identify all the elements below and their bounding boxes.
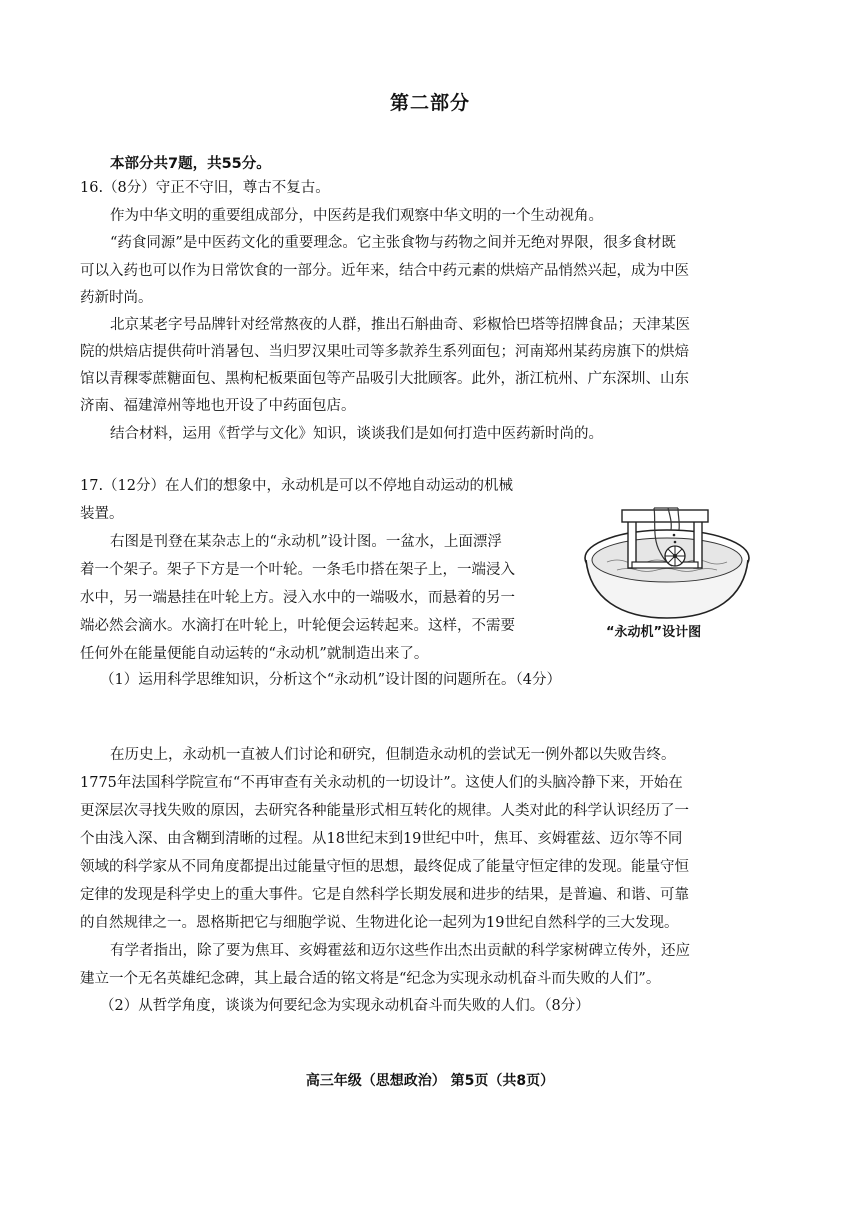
q17-para: 在历史上，永动机一直被人们讨论和研究，但制造永动机的尝试无一例外都以失败告终。 [110,747,676,763]
q17-subquestion-2: （2）从哲学角度，谈谈为何要纪念为实现永动机奋斗而失败的人们。（8分） [100,998,590,1014]
section-intro: 本部分共7题，共55分。 [110,156,271,172]
q16-stem: 16.（8分）守正不守旧，尊古不复古。 [80,180,330,196]
q17-para: 水中，另一端悬挂在叶轮上方。浸入水中的一端吸水，而悬着的另一 [80,590,515,606]
q16-para: 作为中华文明的重要组成部分，中医药是我们观察中华文明的一个生动视角。 [110,208,603,224]
q17-stem: 17.（12分）在人们的想象中，永动机是可以不停地自动运动的机械 [80,478,514,494]
q17-para: 建立一个无名英雄纪念碑，其上最合适的铭文将是“纪念为实现永动机奋斗而失败的人们”。 [80,971,661,987]
q17-para: 有学者指出，除了要为焦耳、亥姆霍兹和迈尔这些作出杰出贡献的科学家树碑立传外，还应 [110,943,690,959]
q16-para: 馆以青稞零蔗糖面包、黑枸杞板栗面包等产品吸引大批顾客。此外，浙江杭州、广东深圳、山东 [80,371,689,387]
q17-para: 右图是刊登在某杂志上的“永动机”设计图。一盆水，上面漂浮 [110,534,502,550]
q17-para: 更深层次寻找失败的原因，去研究各种能量形式相互转化的规律。人类对此的科学认识经历了一 [80,803,689,819]
q17-para: 任何外在能量便能自动运转的“永动机”就制造出来了。 [80,646,429,662]
q17-subquestion-1: （1）运用科学思维知识，分析这个“永动机”设计图的问题所在。（4分） [100,672,562,688]
q16-para: 药新时尚。 [80,290,153,306]
q17-para: 个由浅入深、由含糊到清晰的过程。从18世纪末到19世纪中叶，焦耳、亥姆霍兹、迈尔等不同 [80,831,683,847]
figure-caption: “永动机”设计图 [606,625,702,640]
q16-para: 可以入药也可以作为日常饮食的一部分。近年来，结合中药元素的烘焙产品悄然兴起，成为中医 [80,263,689,279]
q17-stem: 装置。 [80,506,124,522]
page-footer: 高三年级（思想政治） 第5页（共8页） [305,1073,555,1089]
section-title: 第二部分 [389,92,470,114]
q16-para: “药食同源”是中医药文化的重要理念。它主张食物与药物之间并无绝对界限，很多食材既 [110,235,676,251]
q17-para: 定律的发现是科学史上的重大事件。它是自然科学长期发展和进步的结果，是普遍、和谐、可靠 [80,887,689,903]
q16-para: 济南、福建漳州等地也开设了中药面包店。 [80,398,356,414]
q17-para: 领域的科学家从不同角度都提出过能量守恒的思想，最终促成了能量守恒定律的发现。能量守恒 [80,859,689,875]
q17-para: 的自然规律之一。恩格斯把它与细胞学说、生物进化论一起列为19世纪自然科学的三大发现。 [80,915,679,931]
perpetual-motion-figure [582,490,752,640]
q17-para: 端必然会滴水。水滴打在叶轮上，叶轮便会运转起来。这样，不需要 [80,618,515,634]
q16-para: 北京某老字号品牌针对经常熬夜的人群，推出石斛曲奇、彩椒恰巴塔等招牌食品；天津某医 [110,317,690,333]
q17-para: 1775年法国科学院宣布“不再审查有关永动机的一切设计”。这使人们的头脑冷静下来，开始在 [80,775,683,791]
q16-task: 结合材料，运用《哲学与文化》知识，谈谈我们是如何打造中医药新时尚的。 [110,426,603,442]
q16-para: 院的烘焙店提供荷叶消暑包、当归罗汉果吐司等多款养生系列面包；河南郑州某药房旗下的烘焙 [80,344,689,360]
q17-para: 着一个架子。架子下方是一个叶轮。一条毛巾搭在架子上，一端浸入 [80,562,515,578]
